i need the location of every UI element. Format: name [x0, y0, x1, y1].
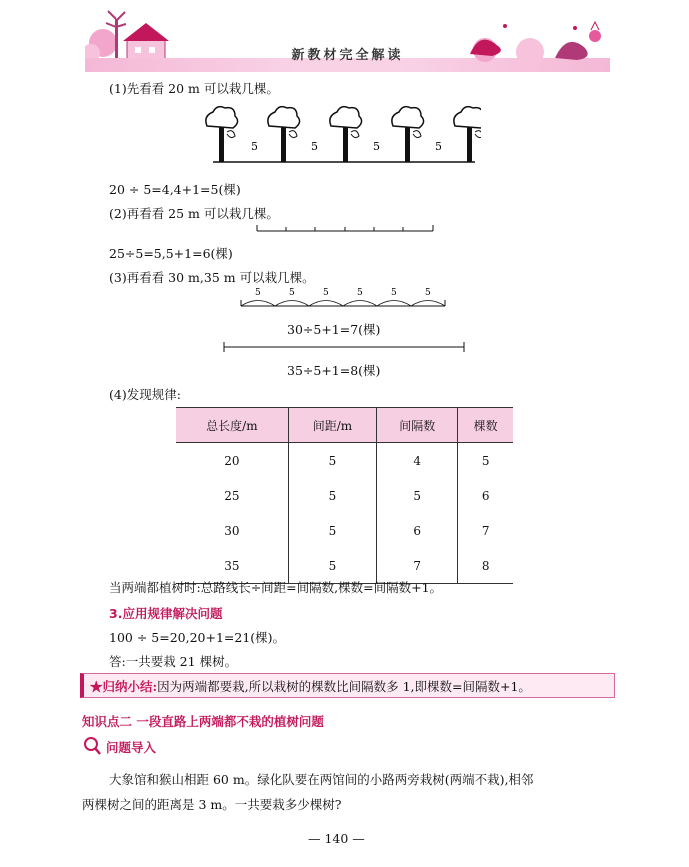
step4-heading: (4)发现规律: — [109, 387, 181, 402]
gap-label: 5 — [373, 140, 380, 153]
problem-line1: 大象馆和猴山相距 60 m。绿化队要在两馆间的小路两旁栽树(两端不栽),相邻 — [109, 772, 534, 787]
arc-label: 5 — [323, 288, 329, 298]
table-cell: 35 — [176, 548, 288, 584]
step2-calc: 25÷5=5,5+1=6(棵) — [109, 246, 233, 261]
tree-icon — [454, 107, 481, 162]
gap-label: 5 — [435, 140, 442, 153]
table-cell: 6 — [481, 488, 490, 503]
table-cell: 25 — [176, 478, 288, 513]
table-cell: 7 — [377, 548, 458, 584]
tree-icon — [268, 107, 300, 162]
table-cell: 30 — [176, 513, 288, 548]
knowledge2-heading: 知识点二 一段直路上两端都不栽的植树问题 — [82, 714, 324, 729]
table-cell: 5 — [288, 513, 376, 548]
section3-heading: 3.应用规律解决问题 — [109, 606, 223, 621]
table-cell: 6 — [377, 513, 458, 548]
table-cell: 7 — [481, 523, 490, 538]
rule-table — [176, 407, 513, 584]
arc-label: 5 — [255, 288, 261, 298]
step1-calc: 20 ÷ 5=4,4+1=5(棵) — [109, 182, 241, 197]
table-row — [176, 443, 513, 479]
intro-label: 问题导入 — [106, 740, 157, 755]
rule-text: 当两端都植树时:总路线长÷间距=间隔数,棵数=间隔数+1。 — [109, 580, 443, 595]
summary-content — [90, 677, 531, 695]
tree-icon — [392, 107, 424, 162]
table-cell: 5 — [377, 478, 458, 513]
tree-row-diagram — [203, 104, 481, 164]
table-header: 总长度/m — [176, 408, 288, 443]
table-cell: 20 — [176, 443, 288, 479]
table-row — [176, 513, 513, 548]
long-segment-diagram — [222, 341, 466, 353]
tree-icon — [206, 107, 238, 162]
step3-calc-b: 35÷5+1=8(棵) — [287, 363, 381, 378]
step3-heading: (3)再看看 30 m,35 m 可以栽几棵。 — [109, 270, 315, 285]
table-header: 间隔数 — [377, 408, 458, 443]
table-cell: 5 — [288, 478, 376, 513]
table-cell: 8 — [458, 548, 513, 584]
table-cell: 5 — [481, 453, 490, 468]
page-header — [85, 0, 610, 76]
step2-heading: (2)再看看 25 m 可以栽几棵。 — [109, 206, 279, 221]
table-cell: 5 — [288, 548, 376, 584]
step1-heading: (1)先看看 20 m 可以栽几棵。 — [109, 81, 279, 96]
section3-answer: 答:一共要栽 21 棵树。 — [109, 654, 238, 669]
tree-icon — [330, 107, 362, 162]
arc-label: 5 — [391, 288, 397, 298]
magnifier-icon — [82, 736, 102, 756]
summary-box — [80, 673, 615, 698]
table-cell: 5 — [288, 443, 376, 479]
table-header: 棵数 — [458, 408, 513, 443]
step3-calc-a: 30÷5+1=7(棵) — [287, 322, 381, 337]
table-cell: 4 — [377, 443, 458, 479]
arc-label: 5 — [289, 288, 295, 298]
table-header: 间距/m — [288, 408, 376, 443]
arc-label: 5 — [425, 288, 431, 298]
swan-decoration-icon — [445, 18, 610, 74]
problem-line2: 两棵树之间的距离是 3 m。一共要栽多少棵树? — [82, 797, 342, 812]
arc-segment-diagram — [238, 286, 448, 312]
summary-lead: ★归纳小结: — [90, 679, 158, 694]
table-row — [176, 478, 513, 513]
page-number: — 140 — — [308, 831, 365, 846]
summary-text: 因为两端都要栽,所以栽树的棵数比间隔数多 1,即棵数=间隔数+1。 — [157, 679, 531, 694]
segment-line-diagram — [255, 222, 435, 234]
gap-label: 5 — [251, 140, 258, 153]
gap-label: 5 — [311, 140, 318, 153]
header-title: 新教材完全解读 — [291, 48, 404, 63]
intro-label-row — [82, 736, 282, 756]
section3-calc: 100 ÷ 5=20,20+1=21(棵)。 — [109, 630, 286, 645]
arc-label: 5 — [357, 288, 363, 298]
